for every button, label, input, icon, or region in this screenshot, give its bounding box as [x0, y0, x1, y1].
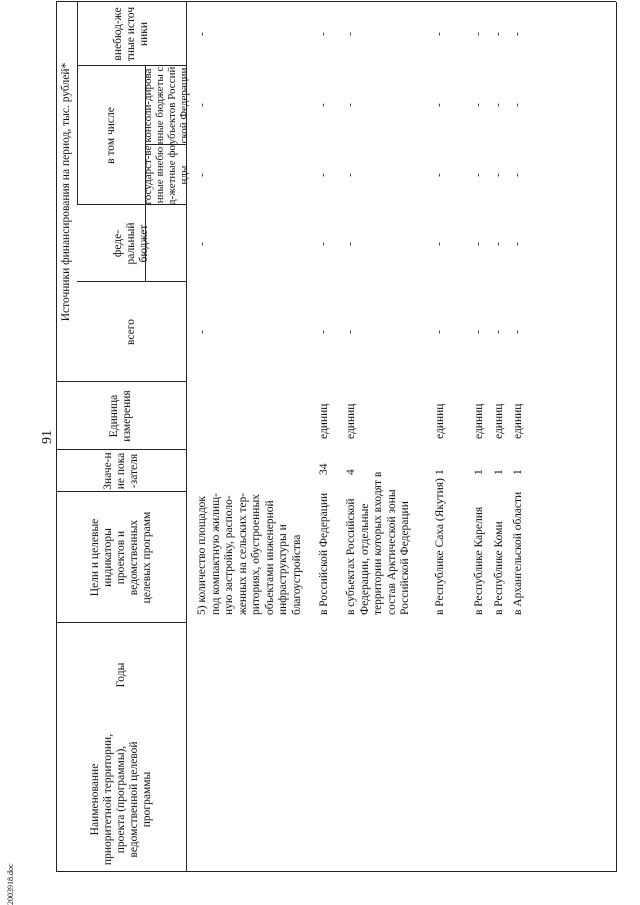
dash-cell: -: [196, 103, 208, 107]
dash-cell: -: [196, 242, 208, 246]
dash-cell: -: [472, 103, 484, 107]
row-label: в Архангельской области: [512, 491, 524, 615]
row-unit: единиц: [345, 403, 357, 439]
row-unit: единиц: [318, 403, 330, 439]
dash-cell: -: [472, 173, 484, 177]
row-unit: единиц: [473, 403, 485, 439]
page-number: 91: [40, 430, 55, 444]
row-value: 34: [318, 463, 330, 475]
row-value: 1: [473, 469, 485, 475]
row-value: 1: [493, 469, 505, 475]
dash-cell: -: [344, 242, 356, 246]
row-label: в Российской Федерации: [318, 492, 330, 615]
row-value: 4: [345, 469, 357, 475]
dash-cell: -: [317, 103, 329, 107]
dash-cell: -: [492, 32, 504, 36]
header-regional: консоли-дированные бюджеты субъектов Российской Федерации: [141, 66, 190, 145]
dash-cell: -: [344, 32, 356, 36]
dash-cell: -: [511, 330, 523, 334]
header-state-funds: государст-венные внебюд-жетные фонды: [141, 145, 190, 205]
dash-cell: -: [492, 330, 504, 334]
dash-cell: -: [433, 32, 445, 36]
dash-cell: -: [472, 242, 484, 246]
dash-cell: -: [317, 242, 329, 246]
dash-cell: -: [344, 173, 356, 177]
document-code: 2003918.doc: [6, 863, 15, 905]
dash-cell: -: [433, 173, 445, 177]
row-label: в Республике Саха (Якутия): [434, 478, 446, 615]
header-name: Наименование приоритетной территории, проекта (программы), ведомственной целевой программы: [88, 733, 153, 866]
header-total: всего: [125, 319, 137, 345]
dash-cell: -: [433, 242, 445, 246]
header-years: Годы: [114, 662, 127, 688]
dash-cell: -: [492, 242, 504, 246]
row-unit: единиц: [434, 403, 446, 439]
dash-cell: -: [317, 330, 329, 334]
dash-cell: -: [511, 32, 523, 36]
dash-cell: -: [196, 330, 208, 334]
row-unit: единиц: [493, 403, 505, 439]
header-federal: феде-ральный бюджет: [112, 222, 150, 265]
header-value: Значе-ние пока-зателя: [101, 452, 140, 490]
dash-cell: -: [433, 103, 445, 107]
dash-cell: -: [196, 32, 208, 36]
dash-cell: -: [492, 173, 504, 177]
dash-cell: -: [472, 330, 484, 334]
dash-cell: -: [511, 173, 523, 177]
row-value: 1: [434, 469, 446, 475]
dash-cell: -: [344, 103, 356, 107]
header-funding: Источники финансирования на период, тыс. рублей*: [60, 62, 72, 322]
dash-cell: -: [433, 330, 445, 334]
dash-cell: -: [196, 173, 208, 177]
row-label: в Республике Карелия: [473, 506, 485, 615]
row-unit: единиц: [512, 403, 524, 439]
row-label: в Республике Коми: [493, 521, 505, 615]
dash-cell: -: [492, 103, 504, 107]
row-value: 1: [512, 469, 524, 475]
dash-cell: -: [344, 330, 356, 334]
dash-cell: -: [511, 242, 523, 246]
dash-cell: -: [511, 103, 523, 107]
header-in-that: в том числе: [104, 107, 117, 164]
row-label: в субъектах Российской Федерации, отдельные территории которых входят в состав Арктической зоны Российской Федерации: [345, 471, 411, 615]
dash-cell: -: [472, 32, 484, 36]
dash-cell: -: [317, 173, 329, 177]
indicator-title: 5) количество площадок под компактную жилищ-ную застройку, располо-женных на сельских тер-риториях, обустроенных объектами инженерной инфраструктуры и благоустройства: [196, 492, 303, 615]
header-unit: Единица измерения: [108, 390, 133, 442]
dash-cell: -: [317, 32, 329, 36]
header-extra-budget: внебюд-жетные источники: [112, 6, 150, 62]
header-goals: Цели и целевые индикаторы проектов и ведомственных целевых программ: [88, 511, 153, 604]
